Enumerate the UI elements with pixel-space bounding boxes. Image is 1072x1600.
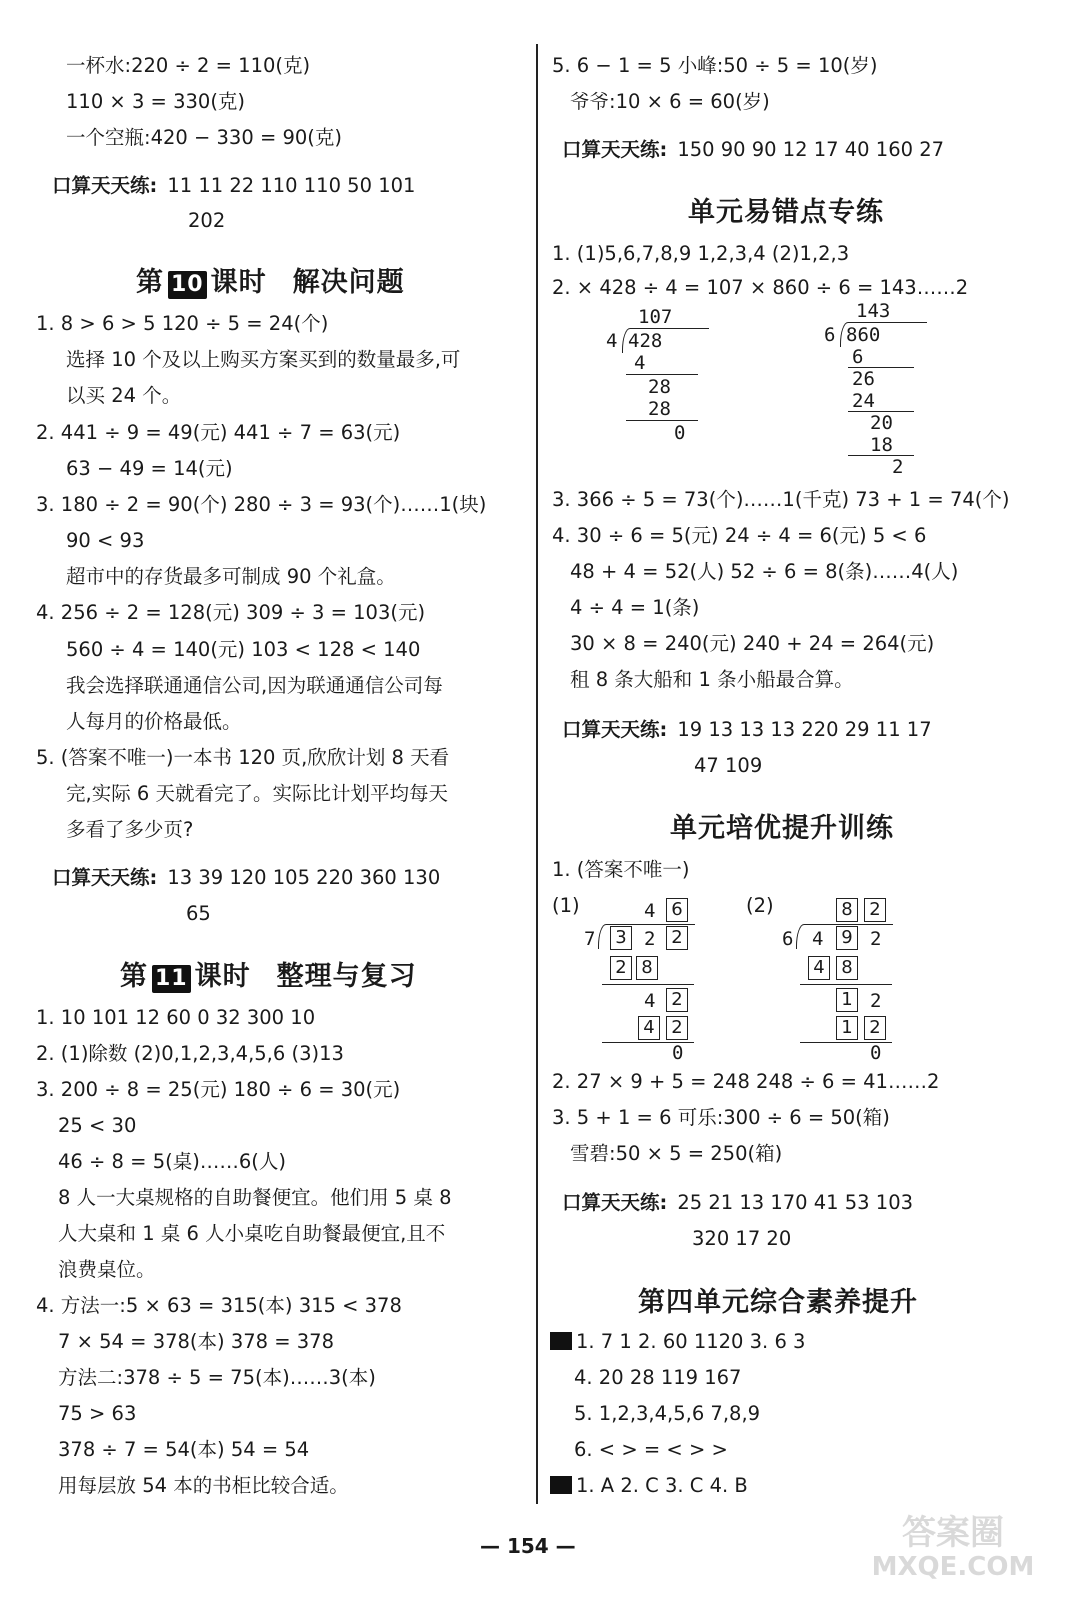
step-value: 28	[648, 398, 671, 420]
answer-line: 5. (答案不唯一)一本书 120 页,欣欣计划 8 天看	[36, 746, 450, 769]
answer-box: 2	[864, 1016, 886, 1040]
answer-box: 8	[836, 898, 858, 922]
heading-prefix: 第	[136, 267, 164, 298]
answer-line: 浪费桌位。	[58, 1258, 156, 1281]
mental-math-answers: 47 109	[694, 754, 763, 777]
section-marker-icon	[550, 1332, 572, 1350]
answer-line: 4. 30 ÷ 6 = 5(元) 24 ÷ 4 = 6(元) 5 < 6	[552, 524, 927, 547]
fill-in-division-2	[780, 896, 910, 1066]
answer-line: 46 ÷ 8 = 5(桌)……6(人)	[58, 1150, 286, 1173]
step-value: 26	[852, 368, 875, 390]
answer-line: 4 ÷ 4 = 1(条)	[570, 596, 700, 619]
divisor: 4	[606, 330, 618, 352]
answer-line: 90 < 93	[66, 529, 145, 552]
answer-line: 人大桌和 1 桌 6 人小桌吃自助餐最便宜,且不	[58, 1222, 446, 1245]
answer-line: 方法二:378 ÷ 5 = 75(本)……3(本)	[58, 1366, 376, 1389]
mental-math-label: 口算天天练:	[52, 866, 158, 889]
answer-line: 3. 5 + 1 = 6 可乐:300 ÷ 6 = 50(箱)	[552, 1106, 890, 1129]
answer-line: 8 人一大桌规格的自助餐便宜。他们用 5 桌 8	[58, 1186, 452, 1209]
unit-4-heading: 第四单元综合素养提升	[638, 1287, 918, 1318]
answer-line: 完,实际 6 天就看完了。实际比计划平均每天	[66, 782, 449, 805]
answer-line: 378 ÷ 7 = 54(本) 54 = 54	[58, 1438, 310, 1461]
watermark-url: MXQE.COM	[871, 1552, 1035, 1582]
answer-line: 超市中的存货最多可制成 90 个礼盒。	[66, 565, 396, 588]
heading-suffix: 课时	[194, 961, 251, 992]
answer-line: 人每月的价格最低。	[66, 710, 242, 733]
lesson-10-heading	[136, 260, 405, 299]
answer-line: 2. 27 × 9 + 5 = 248 248 ÷ 6 = 41……2	[552, 1070, 940, 1093]
lesson-number: 10	[168, 271, 207, 299]
answer-line: 2. × 428 ÷ 4 = 107 × 860 ÷ 6 = 143……2	[552, 276, 969, 299]
mental-math-block	[52, 174, 415, 198]
answer-line: 爷爷:10 × 6 = 60(岁)	[570, 90, 770, 113]
text-line: 一个空瓶:420 − 330 = 90(克)	[66, 126, 343, 149]
answer-text: 1. A 2. C 3. C 4. B	[576, 1474, 748, 1497]
answer-box: 2	[666, 1016, 688, 1040]
mental-math-label: 口算天天练:	[562, 1191, 668, 1214]
mental-math-label: 口算天天练:	[52, 174, 158, 197]
answer-line: 多看了多少页?	[66, 818, 194, 841]
answer-box: 8	[636, 956, 658, 980]
watermark-text: 答案圈	[902, 1513, 1004, 1553]
answer-box: 2	[666, 926, 688, 950]
step-value: 28	[648, 376, 671, 398]
answer-line: 用每层放 54 本的书柜比较合适。	[58, 1474, 349, 1497]
step-rule	[602, 984, 694, 985]
answer-line: 3. 200 ÷ 8 = 25(元) 180 ÷ 6 = 30(元)	[36, 1078, 401, 1101]
part-label: (1)	[552, 894, 580, 917]
answer-box: 1	[836, 988, 858, 1012]
answer-line: 1. (1)5,6,7,8,9 1,2,3,4 (2)1,2,3	[552, 242, 850, 265]
page-number: — 154 —	[480, 1534, 576, 1558]
answer-line: 75 > 63	[58, 1402, 137, 1425]
mental-math-block	[562, 718, 932, 742]
mental-math-answers: 19 13 13 13 220 29 11 17	[677, 718, 932, 741]
answer-box: 4	[638, 1016, 660, 1040]
step-rule	[848, 455, 914, 456]
answer-line: 我会选择联通通信公司,因为联通通信公司每	[66, 674, 443, 697]
step-value: 18	[870, 434, 893, 456]
answer-line: 3. 366 ÷ 5 = 73(个)……1(千克) 73 + 1 = 74(个)	[552, 488, 1010, 511]
answer-box: 9	[836, 926, 858, 950]
divisor: 6	[824, 324, 836, 346]
dividend: 428	[628, 330, 663, 352]
heading-suffix: 课时	[210, 267, 267, 298]
dividend-digit: 4	[812, 928, 824, 950]
mental-math-answers: 150 90 90 12 17 40 160 27	[677, 138, 945, 161]
lesson-number: 11	[152, 965, 191, 993]
answer-line: 2. (1)除数 (2)0,1,2,3,4,5,6 (3)13	[36, 1042, 344, 1065]
remainder: 0	[870, 1042, 882, 1064]
answer-line: 7 × 54 = 378(本) 378 = 378	[58, 1330, 334, 1353]
quotient: 107	[638, 306, 673, 328]
divisor: 7	[584, 928, 596, 950]
answer-line: 租 8 条大船和 1 条小船最合算。	[570, 668, 854, 691]
section-two-line	[550, 1474, 748, 1498]
text-line: 110 × 3 = 330(克)	[66, 90, 246, 113]
answer-line: 6. < > = < > >	[574, 1438, 728, 1461]
step-rule	[800, 984, 892, 985]
mental-math-label: 口算天天练:	[562, 718, 668, 741]
mental-math-answers: 65	[186, 902, 211, 925]
fill-in-division-1	[582, 896, 712, 1066]
remainder: 2	[892, 456, 904, 478]
answer-line: 63 − 49 = 14(元)	[66, 457, 233, 480]
quotient: 143	[856, 300, 891, 322]
answer-line: 1. (答案不唯一)	[552, 858, 690, 881]
remainder: 0	[672, 1042, 684, 1064]
answer-line: 560 ÷ 4 = 140(元) 103 < 128 < 140	[66, 638, 421, 661]
answer-line: 30 × 8 = 240(元) 240 + 24 = 264(元)	[570, 632, 935, 655]
mental-math-answers: 11 11 22 110 110 50 101	[167, 174, 416, 197]
mental-math-answers: 202	[188, 209, 226, 232]
step-value: 4	[634, 352, 646, 374]
lesson-title: 整理与复习	[276, 961, 417, 992]
answer-box: 2	[666, 988, 688, 1012]
step-value: 6	[852, 346, 864, 368]
step-rule	[626, 420, 698, 421]
section-marker-icon	[550, 1476, 572, 1494]
answer-text: 1. 7 1 2. 60 1120 3. 6 3	[576, 1330, 806, 1353]
mental-math-answers: 320 17 20	[692, 1227, 792, 1250]
heading-prefix: 第	[120, 961, 148, 992]
long-division-860	[822, 300, 952, 480]
mental-math-answers: 13 39 120 105 220 360 130	[167, 866, 441, 889]
answer-box: 2	[864, 898, 886, 922]
unit-error-heading: 单元易错点专练	[688, 197, 884, 228]
answer-line: 3. 180 ÷ 2 = 90(个) 280 ÷ 3 = 93(个)……1(块)	[36, 493, 487, 516]
watermark-logo	[858, 1513, 1048, 1586]
answer-box: 3	[610, 926, 632, 950]
divisor: 6	[782, 928, 794, 950]
answer-line: 5. 1,2,3,4,5,6 7,8,9	[574, 1402, 761, 1425]
step-value: 20	[870, 412, 893, 434]
part-label: (2)	[746, 894, 774, 917]
answer-line: 4. 256 ÷ 2 = 128(元) 309 ÷ 3 = 103(元)	[36, 601, 426, 624]
answer-box: 6	[666, 898, 688, 922]
answer-box: 4	[808, 956, 830, 980]
mental-math-block	[562, 138, 944, 162]
answer-line: 4. 方法一:5 × 63 = 315(本) 315 < 378	[36, 1294, 402, 1317]
answer-box: 1	[836, 1016, 858, 1040]
step-rule	[626, 374, 698, 375]
dividend-digit: 2	[644, 928, 656, 950]
answer-line: 48 + 4 = 52(人) 52 ÷ 6 = 8(条)……4(人)	[570, 560, 959, 583]
quotient-digit: 4	[644, 900, 656, 922]
mental-math-answers: 25 21 13 170 41 53 103	[677, 1191, 914, 1214]
answer-line: 4. 20 28 119 167	[574, 1366, 742, 1389]
answer-box: 8	[836, 956, 858, 980]
step-digit: 4	[644, 990, 656, 1012]
step-value: 24	[852, 390, 875, 412]
text-line: 一杯水:220 ÷ 2 = 110(克)	[66, 54, 311, 77]
dividend-digit: 2	[870, 928, 882, 950]
answer-box: 2	[610, 956, 632, 980]
long-division-428	[604, 306, 724, 446]
mental-math-label: 口算天天练:	[562, 138, 668, 161]
dividend: 860	[846, 324, 881, 346]
mental-math-block	[562, 1191, 913, 1215]
answer-line: 雪碧:50 × 5 = 250(箱)	[570, 1142, 783, 1165]
mental-math-block	[52, 866, 440, 890]
lesson-11-heading	[120, 954, 417, 993]
answer-line: 1. 10 101 12 60 0 32 300 10	[36, 1006, 316, 1029]
step-digit: 2	[870, 990, 882, 1012]
column-divider	[536, 44, 538, 1504]
answer-line: 2. 441 ÷ 9 = 49(元) 441 ÷ 7 = 63(元)	[36, 421, 401, 444]
answer-line: 5. 6 − 1 = 5 小峰:50 ÷ 5 = 10(岁)	[552, 54, 878, 77]
answer-line: 选择 10 个及以上购买方案买到的数量最多,可	[66, 348, 461, 371]
section-one-line	[550, 1330, 805, 1354]
unit-improve-heading: 单元培优提升训练	[670, 813, 894, 844]
answer-line: 以买 24 个。	[66, 384, 182, 407]
answer-line: 25 < 30	[58, 1114, 137, 1137]
remainder: 0	[674, 422, 686, 444]
lesson-title: 解决问题	[292, 267, 405, 298]
answer-line: 1. 8 > 6 > 5 120 ÷ 5 = 24(个)	[36, 312, 329, 335]
